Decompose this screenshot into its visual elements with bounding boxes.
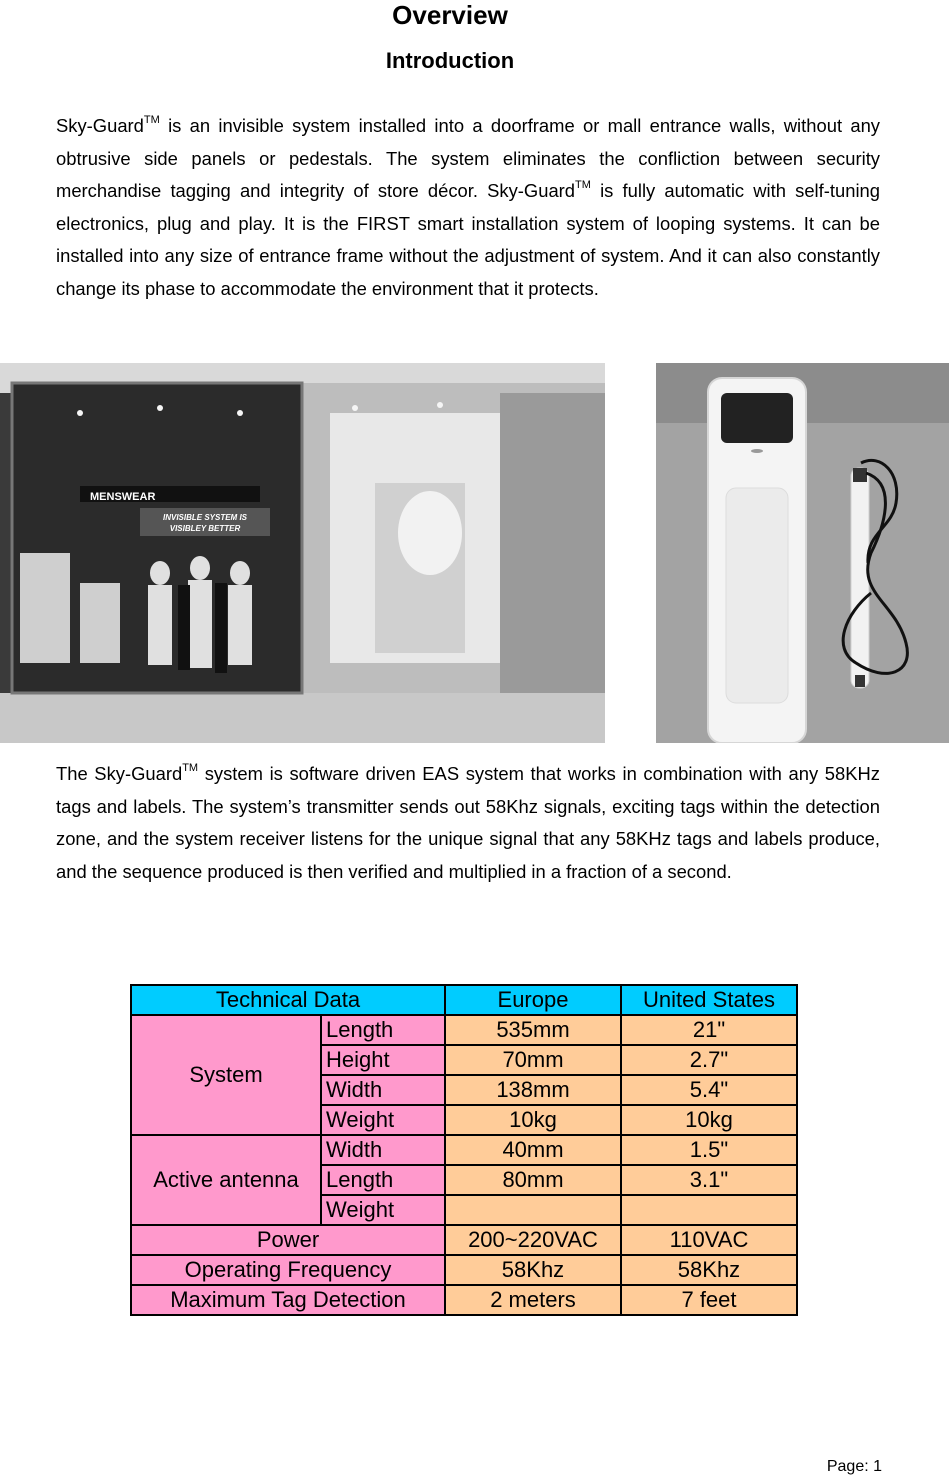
banner-line1: INVISIBLE SYSTEM IS — [162, 513, 248, 522]
us-value: 10kg — [621, 1105, 797, 1135]
row-label-operating-frequency: Operating Frequency — [131, 1255, 445, 1285]
header-united-states: United States — [621, 985, 797, 1015]
us-value: 110VAC — [621, 1225, 797, 1255]
table-row — [131, 1285, 797, 1315]
us-value: 7 feet — [621, 1285, 797, 1315]
system-description-text: system is software driven EAS system that works in combination with any 58KHz tags and labels. The system’s transmitter sends out 58Khz signals, exciting tags within the detection zone, and the system receiver listens for the unique signal that any 58KHz tags and labels produce, and the sequence produced is then verified and multiplied in a fraction of a second. — [56, 763, 880, 882]
us-value: 3.1" — [621, 1165, 797, 1195]
intro-paragraph — [56, 110, 880, 305]
us-value: 21" — [621, 1015, 797, 1045]
row-label: Width — [321, 1075, 445, 1105]
banner-line2: VISIBLEY BETTER — [169, 524, 241, 533]
skyguard-unit-photo — [656, 363, 949, 743]
us-value: 1.5" — [621, 1135, 797, 1165]
us-value: 5.4" — [621, 1075, 797, 1105]
header-technical-data: Technical Data — [131, 985, 445, 1015]
table-row — [131, 1135, 797, 1165]
europe-value: 70mm — [445, 1045, 621, 1075]
row-label-power: Power — [131, 1225, 445, 1255]
table-row — [131, 1225, 797, 1255]
europe-value — [445, 1195, 621, 1225]
system-description-paragraph — [56, 758, 880, 888]
header-europe: Europe — [445, 985, 621, 1015]
europe-value: 535mm — [445, 1015, 621, 1045]
page-title: Overview — [392, 0, 508, 30]
store-sign-text: MENSWEAR — [90, 491, 156, 503]
section-subtitle: Introduction — [385, 48, 515, 73]
skyguard-unit-illustration — [656, 363, 949, 743]
group-system: System — [131, 1015, 321, 1135]
table-row — [131, 1015, 797, 1045]
trademark-mark: TM — [182, 761, 199, 774]
europe-value: 80mm — [445, 1165, 621, 1195]
row-label: Width — [321, 1135, 445, 1165]
row-label: Weight — [321, 1105, 445, 1135]
europe-value: 138mm — [445, 1075, 621, 1105]
brand-name-prefix: The Sky-Guard — [56, 763, 183, 784]
store-entrance-photo — [0, 363, 605, 743]
row-label: Weight — [321, 1195, 445, 1225]
row-label-max-tag-detection: Maximum Tag Detection — [131, 1285, 445, 1315]
table-header-row — [131, 985, 797, 1015]
intro-text-part1: is an invisible system installed into a doorframe or mall entrance walls, without any obtrusive side panels or pedestals. The system eliminates the confliction between security merchandise tagging and integrity of store décor. Sky-Guard — [56, 115, 880, 201]
row-label: Length — [321, 1015, 445, 1045]
trademark-mark: TM — [575, 178, 591, 191]
table-row — [131, 1255, 797, 1285]
europe-value: 2 meters — [445, 1285, 621, 1315]
europe-value: 10kg — [445, 1105, 621, 1135]
brand-name: Sky-Guard — [56, 115, 144, 136]
europe-value: 58Khz — [445, 1255, 621, 1285]
page-number: Page: 1 — [826, 1458, 882, 1475]
us-value: 58Khz — [621, 1255, 797, 1285]
europe-value: 200~220VAC — [445, 1225, 621, 1255]
row-label: Height — [321, 1045, 445, 1075]
us-value — [621, 1195, 797, 1225]
trademark-mark: TM — [143, 113, 160, 126]
intro-text-part2: is fully automatic with self-tuning electronics, plug and play. It is the FIRST smart installation system of looping systems. It can be installed into any size of entrance frame without the adjustment of system. And it can also constantly change its phase to accommodate the environment that it protects. — [56, 180, 880, 299]
us-value: 2.7" — [621, 1045, 797, 1075]
row-label: Length — [321, 1165, 445, 1195]
europe-value: 40mm — [445, 1135, 621, 1165]
group-active-antenna: Active antenna — [131, 1135, 321, 1225]
technical-data-table — [130, 984, 798, 1316]
store-entrance-illustration — [0, 363, 605, 743]
